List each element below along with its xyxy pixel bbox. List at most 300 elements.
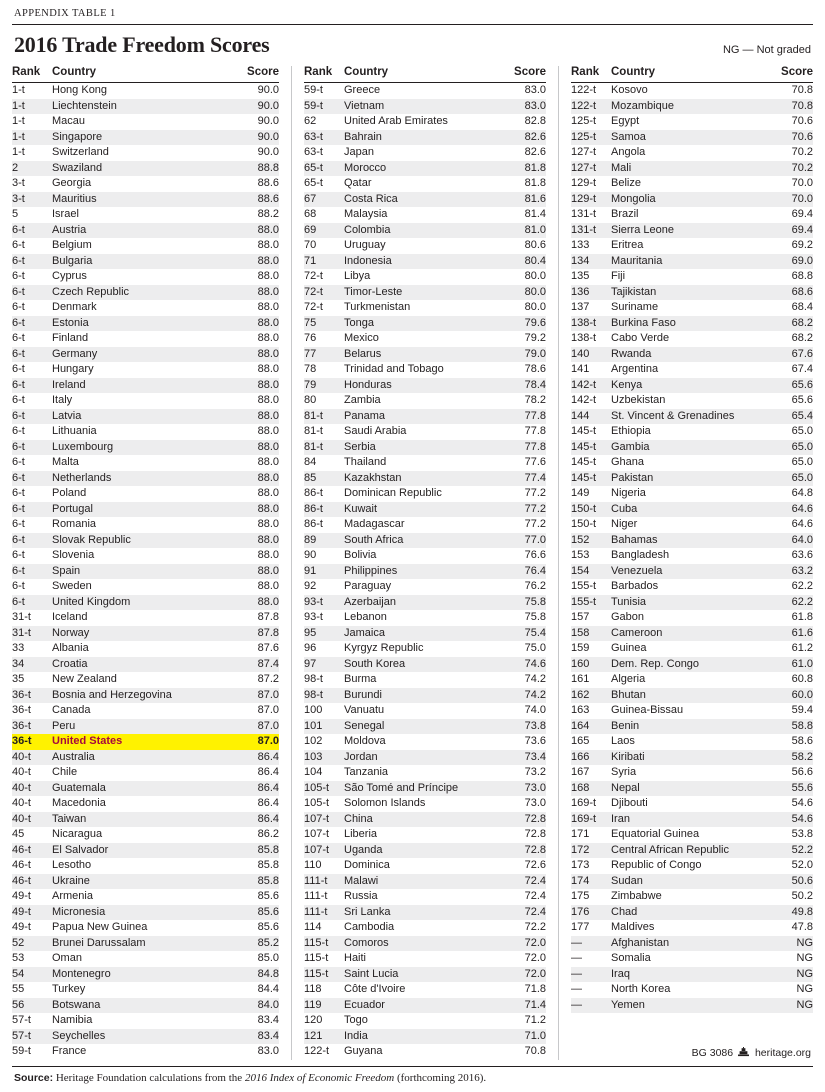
cell-country: Iraq (611, 967, 775, 983)
cell-score: 68.4 (791, 301, 813, 313)
cell-rank: 46-t (12, 843, 52, 859)
cell-rank: 6-t (12, 332, 25, 344)
cell-score: 88.0 (241, 502, 279, 518)
table-row (304, 781, 546, 797)
table-row (571, 734, 813, 750)
cell-country: Haiti (344, 952, 367, 964)
cell-rank: 154 (571, 564, 611, 580)
cell-rank: 172 (571, 843, 611, 859)
score-column-2 (291, 66, 546, 1060)
cell-country: Guinea (611, 642, 647, 654)
cell-rank: 79 (304, 378, 344, 394)
cell-score: 58.6 (791, 735, 813, 747)
cell-rank: 111-t (304, 890, 328, 902)
cell-country: China (344, 812, 508, 828)
cell-country: Mongolia (611, 192, 775, 208)
cell-rank: 80 (304, 394, 317, 406)
cell-score: 73.0 (508, 781, 546, 797)
cell-rank: 169-t (571, 797, 597, 809)
cell-rank: 81-t (304, 425, 323, 437)
cell-score: 65.0 (775, 471, 813, 487)
cell-score: 79.0 (508, 347, 546, 363)
cell-country: Chile (52, 766, 78, 778)
cell-rank: 120 (304, 1014, 323, 1026)
cell-country: Zambia (344, 394, 381, 406)
cell-rank: 6-t (12, 471, 52, 487)
cell-rank: 5 (12, 208, 19, 220)
table-row (304, 440, 546, 456)
cell-rank: 93-t (304, 611, 323, 623)
cell-country: Micronesia (52, 905, 241, 921)
cell-rank: 45 (12, 828, 25, 840)
cell-rank: 177 (571, 921, 590, 933)
cell-score: 60.0 (775, 688, 813, 704)
cell-country: Moldova (344, 735, 386, 747)
cell-country: Philippines (344, 564, 508, 580)
cell-rank: 115-t (304, 936, 344, 952)
cell-country: Papua New Guinea (52, 921, 148, 933)
cell-rank: 175 (571, 890, 590, 902)
cell-rank: 84 (304, 456, 317, 468)
table-row (12, 936, 279, 952)
cell-rank: 49-t (12, 921, 31, 933)
cell-country: Turkmenistan (344, 301, 411, 313)
cell-country: Belgium (52, 239, 92, 251)
cell-score: 77.2 (524, 518, 546, 530)
report-id: BG 3086 (691, 1047, 734, 1059)
cell-country: Uganda (344, 843, 508, 859)
cell-country: Turkey (52, 983, 86, 995)
cell-score: 86.4 (241, 750, 279, 766)
cell-score: 71.8 (524, 983, 546, 995)
table-row (304, 626, 546, 642)
table-row (571, 254, 813, 270)
cell-rank: 93-t (304, 595, 344, 611)
table-row (304, 502, 546, 518)
cell-country: Botswana (52, 998, 241, 1014)
table-row (12, 998, 279, 1014)
cell-score: 88.0 (257, 549, 279, 561)
table-row (12, 238, 279, 254)
table-row (12, 192, 279, 208)
score-column-1 (12, 66, 279, 1060)
cell-country: Senegal (344, 719, 508, 735)
cell-rank: 122-t (571, 84, 597, 96)
cell-country: Niger (611, 518, 638, 530)
cell-country: Angola (611, 146, 646, 158)
cell-score: 72.0 (524, 952, 546, 964)
cell-country: Albania (52, 642, 89, 654)
table-row (12, 564, 279, 580)
cell-score: 73.6 (524, 735, 546, 747)
cell-country: Ethiopia (611, 425, 651, 437)
cell-rank: 81-t (304, 440, 344, 456)
cell-score: 83.4 (257, 1014, 279, 1026)
table-row (571, 533, 813, 549)
cell-rank: 111-t (304, 874, 344, 890)
cell-rank: 90 (304, 549, 317, 561)
cell-score: 87.8 (241, 626, 279, 642)
cell-score: 58.8 (775, 719, 813, 735)
cell-rank: 122-t (304, 1045, 330, 1057)
cell-rank: 85 (304, 471, 344, 487)
cell-score: 71.2 (524, 1014, 546, 1026)
cell-rank: 3-t (12, 177, 25, 189)
cell-country: Poland (52, 487, 87, 499)
cell-country: Djibouti (611, 797, 648, 809)
cell-country: Bulgaria (52, 254, 241, 270)
cell-score: 90.0 (257, 115, 279, 127)
cell-rank: 159 (571, 642, 590, 654)
cell-rank: 127-t (571, 161, 611, 177)
cell-score: 85.6 (241, 905, 279, 921)
cell-score: 82.6 (524, 146, 546, 158)
cell-country: Malta (52, 456, 79, 468)
cell-rank: 86-t (304, 502, 344, 518)
table-row (12, 502, 279, 518)
table-row (12, 951, 279, 967)
cell-rank: 6-t (12, 301, 25, 313)
cell-rank: 145-t (571, 440, 611, 456)
cell-score: 80.6 (524, 239, 546, 251)
table-row (304, 99, 546, 115)
cell-country: Mexico (344, 332, 379, 344)
cell-country: Suriname (611, 301, 659, 313)
table-row (304, 486, 546, 502)
cell-rank: 40-t (12, 766, 31, 778)
cell-score: 85.8 (257, 859, 279, 871)
cell-rank: 6-t (12, 285, 52, 301)
table-row (304, 812, 546, 828)
cell-country: Netherlands (52, 471, 241, 487)
cell-country: Swaziland (52, 161, 241, 177)
table-row (304, 1029, 546, 1045)
cell-score: 72.8 (508, 812, 546, 828)
table-row (12, 781, 279, 797)
cell-score: 72.4 (524, 890, 546, 902)
cell-rank: 161 (571, 673, 590, 685)
cell-rank: 6-t (12, 394, 25, 406)
cell-rank: 63-t (304, 130, 344, 146)
cell-country: Mali (611, 161, 775, 177)
cell-score: 88.0 (257, 518, 279, 530)
cell-country: Brazil (611, 208, 639, 220)
cell-score: 52.0 (791, 859, 813, 871)
cell-rank: 103 (304, 750, 344, 766)
cell-rank: 111-t (304, 905, 344, 921)
scores-table-2 (304, 66, 546, 1060)
cell-rank: 6-t (12, 425, 25, 437)
table-row (12, 765, 279, 781)
cell-score: 70.6 (775, 130, 813, 146)
cell-score: 54.6 (791, 797, 813, 809)
table-row (304, 967, 546, 983)
cell-country: Afghanistan (611, 936, 775, 952)
cell-score: 68.2 (775, 316, 813, 332)
table-row (571, 486, 813, 502)
cell-score: 67.6 (775, 347, 813, 363)
scores-tbody-2 (304, 83, 546, 1060)
cell-score: 65.0 (775, 440, 813, 456)
cell-score: 86.2 (257, 828, 279, 840)
cell-score: 88.0 (241, 440, 279, 456)
cell-rank: 62 (304, 115, 317, 127)
cell-country: Portugal (52, 502, 241, 518)
cell-rank: 171 (571, 828, 590, 840)
cell-rank: 145-t (571, 456, 597, 468)
table-row (304, 951, 546, 967)
cell-rank: 40-t (12, 797, 31, 809)
cell-country: Ghana (611, 456, 645, 468)
cell-score: 78.2 (524, 394, 546, 406)
cell-rank: 49-t (12, 890, 31, 902)
cell-country: Honduras (344, 378, 508, 394)
cell-score: 88.0 (257, 301, 279, 313)
table-header-row (304, 66, 546, 83)
cell-score: 80.0 (524, 270, 546, 282)
table-row (571, 905, 813, 921)
cell-country: Bangladesh (611, 549, 670, 561)
cell-score: 88.8 (241, 161, 279, 177)
table-row (304, 83, 546, 99)
table-row (571, 936, 813, 952)
cell-score: 84.8 (241, 967, 279, 983)
cell-score: 86.4 (241, 812, 279, 828)
cell-country: Qatar (344, 177, 372, 189)
cell-score: 50.2 (791, 890, 813, 902)
cell-rank: 95 (304, 626, 344, 642)
cell-rank: 158 (571, 626, 611, 642)
cell-rank: 149 (571, 487, 590, 499)
cell-country: Ukraine (52, 874, 241, 890)
cell-country: Sri Lanka (344, 905, 508, 921)
cell-rank: 155-t (571, 580, 597, 592)
table-header-row (12, 66, 279, 83)
table-row (12, 378, 279, 394)
table-row (571, 269, 813, 285)
cell-country: Lithuania (52, 425, 97, 437)
cell-score: 87.0 (241, 719, 279, 735)
table-row (304, 331, 546, 347)
cell-score: 88.0 (241, 533, 279, 549)
cell-rank: 89 (304, 533, 344, 549)
cell-country: Cameroon (611, 626, 775, 642)
cell-country: Indonesia (344, 254, 508, 270)
table-row (12, 440, 279, 456)
cell-rank: 33 (12, 642, 25, 654)
table-row (12, 145, 279, 161)
cell-country: Canada (52, 704, 91, 716)
cell-country: Liberia (344, 828, 378, 840)
cell-country: Timor-Leste (344, 285, 508, 301)
table-row (304, 223, 546, 239)
cell-rank: 169-t (571, 812, 611, 828)
cell-country: Lebanon (344, 611, 387, 623)
cell-score: 56.6 (791, 766, 813, 778)
cell-country: Czech Republic (52, 285, 241, 301)
table-row (304, 409, 546, 425)
table-row (304, 548, 546, 564)
cell-score: 86.4 (257, 797, 279, 809)
cell-rank: 1-t (12, 84, 25, 96)
cell-country: Macau (52, 115, 86, 127)
table-row (304, 192, 546, 208)
cell-country: Equatorial Guinea (611, 828, 700, 840)
cell-rank: 163 (571, 704, 590, 716)
table-row (12, 703, 279, 719)
cell-score: 71.0 (508, 1029, 546, 1045)
cell-rank: 6-t (12, 409, 52, 425)
cell-score: 58.2 (775, 750, 813, 766)
cell-rank: 140 (571, 347, 611, 363)
cell-rank: 125-t (571, 115, 597, 127)
cell-country: Israel (52, 208, 79, 220)
cell-country: Finland (52, 332, 89, 344)
cell-rank: 49-t (12, 905, 52, 921)
cell-rank: 105-t (304, 797, 330, 809)
cell-score: 70.8 (791, 84, 813, 96)
cell-country: Greece (344, 84, 381, 96)
cell-country: Bhutan (611, 688, 775, 704)
table-row (304, 734, 546, 750)
table-row (12, 982, 279, 998)
cell-country: Nepal (611, 781, 775, 797)
table-row (12, 641, 279, 657)
cell-score: 88.0 (241, 223, 279, 239)
cell-country: Uruguay (344, 239, 386, 251)
cell-score: 75.4 (508, 626, 546, 642)
table-row (304, 827, 546, 843)
cell-country: Spain (52, 564, 241, 580)
cell-country: Switzerland (52, 146, 109, 158)
cell-score: 75.0 (524, 642, 546, 654)
table-row (571, 688, 813, 704)
cell-rank: 86-t (304, 518, 323, 530)
cell-score: 61.0 (775, 657, 813, 673)
cell-score: 70.6 (791, 115, 813, 127)
cell-rank: 91 (304, 564, 344, 580)
table-row (571, 502, 813, 518)
cell-rank: 100 (304, 704, 323, 716)
site-url: heritage.org (754, 1047, 811, 1059)
cell-country: Algeria (611, 673, 646, 685)
cell-country: United Arab Emirates (344, 115, 448, 127)
cell-rank: 121 (304, 1029, 344, 1045)
cell-country: Morocco (344, 161, 508, 177)
table-row (304, 176, 546, 192)
cell-rank: 1-t (12, 115, 25, 127)
table-row (571, 316, 813, 332)
cell-rank: 133 (571, 239, 590, 251)
cell-rank: 35 (12, 673, 25, 685)
cell-country: Uzbekistan (611, 394, 666, 406)
cell-score: 87.0 (241, 734, 279, 750)
table-row (571, 130, 813, 146)
table-row (571, 145, 813, 161)
table-row (304, 858, 546, 874)
cell-score: 65.6 (775, 378, 813, 394)
cell-rank: 6-t (12, 487, 25, 499)
cell-country: South Korea (344, 657, 508, 673)
cell-country: Samoa (611, 130, 775, 146)
source-note (12, 1067, 813, 1084)
cell-rank: 72-t (304, 270, 323, 282)
table-row (571, 83, 813, 99)
table-header-row (571, 66, 813, 83)
table-row (12, 114, 279, 130)
cell-rank: 77 (304, 347, 344, 363)
table-row (12, 874, 279, 890)
cell-rank: 40-t (12, 750, 52, 766)
cell-score: 72.6 (524, 859, 546, 871)
cell-rank: 135 (571, 270, 590, 282)
cell-country: Barbados (611, 580, 659, 592)
cell-rank: 68 (304, 208, 317, 220)
table-row (304, 595, 546, 611)
cell-score: 88.0 (257, 363, 279, 375)
table-row (571, 641, 813, 657)
cell-score: 67.4 (791, 363, 813, 375)
cell-country: Burma (344, 673, 377, 685)
page-footer (12, 1047, 813, 1084)
cell-score: 83.0 (508, 99, 546, 115)
table-row (571, 672, 813, 688)
cell-score: 83.4 (241, 1029, 279, 1045)
cell-country: Dem. Rep. Congo (611, 657, 775, 673)
table-row (304, 719, 546, 735)
cell-score: 73.0 (524, 797, 546, 809)
table-row (12, 905, 279, 921)
cell-country: São Tomé and Príncipe (344, 781, 508, 797)
cell-rank: 67 (304, 192, 344, 208)
cell-score: 76.2 (524, 580, 546, 592)
scores-table-1 (12, 66, 279, 1060)
cell-rank: — (571, 983, 582, 995)
cell-country: Taiwan (52, 812, 241, 828)
cell-country: Norway (52, 626, 241, 642)
cell-score: 86.4 (241, 781, 279, 797)
cell-country: Syria (611, 766, 637, 778)
cell-rank: 6-t (12, 564, 52, 580)
table-row (571, 843, 813, 859)
cell-country: Fiji (611, 270, 626, 282)
cell-country: Bahamas (611, 533, 775, 549)
cell-country: Australia (52, 750, 241, 766)
cell-score: 77.0 (508, 533, 546, 549)
cell-country: Maldives (611, 921, 655, 933)
cell-score: 59.4 (791, 704, 813, 716)
cell-country: New Zealand (52, 673, 117, 685)
cell-country: Hungary (52, 363, 94, 375)
cell-score: 77.2 (524, 487, 546, 499)
table-row (12, 130, 279, 146)
cell-score: 77.6 (524, 456, 546, 468)
cell-rank: 164 (571, 719, 611, 735)
table-row (12, 83, 279, 99)
cell-rank: 134 (571, 254, 611, 270)
cell-score: 69.2 (791, 239, 813, 251)
cell-score: 84.0 (241, 998, 279, 1014)
cell-country: Zimbabwe (611, 890, 662, 902)
cell-score: 73.2 (524, 766, 546, 778)
cell-country: Kosovo (611, 84, 648, 96)
cell-score: 81.6 (508, 192, 546, 208)
cell-rank: 81-t (304, 409, 344, 425)
table-row (571, 781, 813, 797)
cell-score: 88.0 (241, 471, 279, 487)
table-row (571, 362, 813, 378)
cell-rank: 173 (571, 859, 590, 871)
